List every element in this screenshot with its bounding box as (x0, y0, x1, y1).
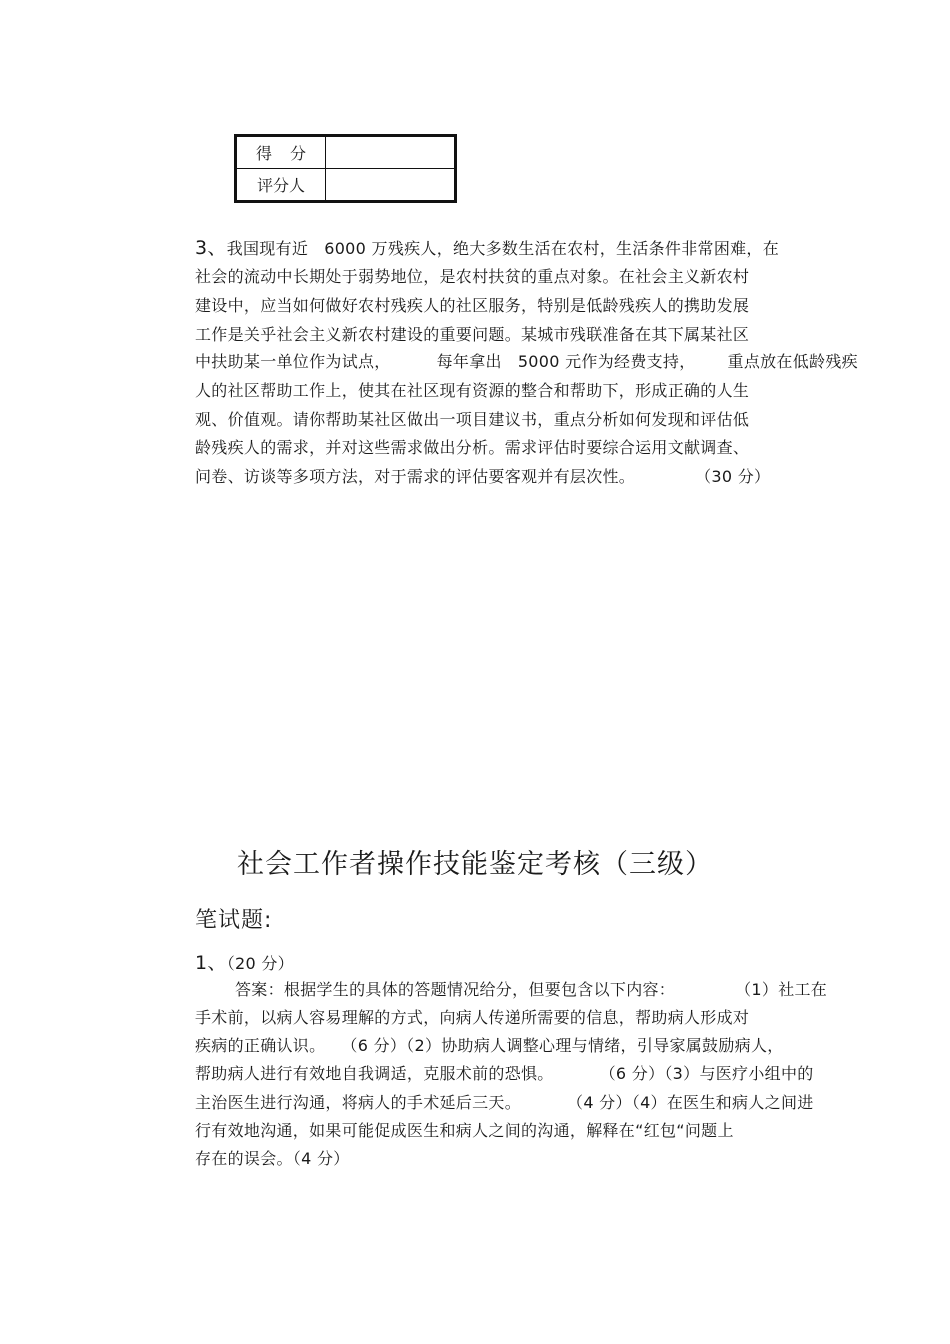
question-3-line: 龄残疾人的需求，并对这些需求做出分析。需求评估时要综合运用文献调查、 (195, 438, 750, 457)
answer-points: （20 分） (226, 954, 294, 973)
question-number: 3、 (195, 237, 227, 259)
answer-1-line: 疾病的正确认识。 （6 分）（2）协助病人调整心理与情绪，引导家属鼓励病人， (195, 1036, 784, 1055)
score-label-cell (236, 136, 326, 169)
score-table (234, 134, 457, 203)
answer-1-line: 帮助病人进行有效地自我调适，克服术前的恐惧。 （6 分）（3）与医疗小组中的 (195, 1064, 814, 1083)
answer-1-line: 存在的误会。（4 分） (195, 1149, 350, 1168)
answer-1-header (195, 953, 294, 974)
score-label: 得分 (255, 144, 324, 163)
answer-1-line: 主治医生进行沟通，将病人的手术延后三天。 （4 分）（4）在医生和病人之间进 (195, 1093, 814, 1112)
answer-number: 1、 (195, 952, 227, 974)
question-3-line: 3、我国现有近 6000 万残疾人，绝大多数生活在农村，生活条件非常困难，在 (195, 237, 780, 259)
grader-label: 评分人 (256, 176, 305, 195)
question-3-line: 社会的流动中长期处于弱势地位，是农村扶贫的重点对象。在社会主义新农村 (195, 267, 750, 286)
question-3-line: 建设中，应当如何做好农村残疾人的社区服务，特别是低龄残疾人的携助发展 (195, 296, 750, 315)
answer-1-line: 答案：根据学生的具体的答题情况给分，但要包含以下内容： （1）社工在 (235, 980, 828, 999)
answer-1-line: 手术前，以病人容易理解的方式，向病人传递所需要的信息，帮助病人形成对 (195, 1008, 750, 1027)
section-heading: 笔试题: (195, 908, 273, 933)
question-3-line: 问卷、访谈等多项方法，对于需求的评估要客观并有层次性。 （30 分） (195, 467, 771, 486)
grader-label-cell (236, 169, 326, 202)
answer-1-line: 行有效地沟通，如果可能促成医生和病人之间的沟通，解释在“红包“问题上 (195, 1121, 734, 1140)
question-3-line: 中扶助某一单位作为试点， 每年拿出 5000 元作为经费支持， 重点放在低龄残疾 (195, 352, 858, 371)
grader-value-cell[interactable] (326, 169, 456, 202)
question-3-line: 工作是关乎社会主义新农村建设的重要问题。某城市残联准备在其下属某社区 (195, 325, 750, 344)
question-3-line: 观、价值观。请你帮助某社区做出一项目建议书，重点分析如何发现和评估低 (195, 410, 750, 429)
page-title: 社会工作者操作技能鉴定考核（三级） (237, 849, 713, 880)
question-points: （30 分） (695, 467, 771, 486)
score-value-cell[interactable] (326, 136, 456, 169)
question-3-line: 人的社区帮助工作上，使其在社区现有资源的整合和帮助下，形成正确的人生 (195, 381, 750, 400)
